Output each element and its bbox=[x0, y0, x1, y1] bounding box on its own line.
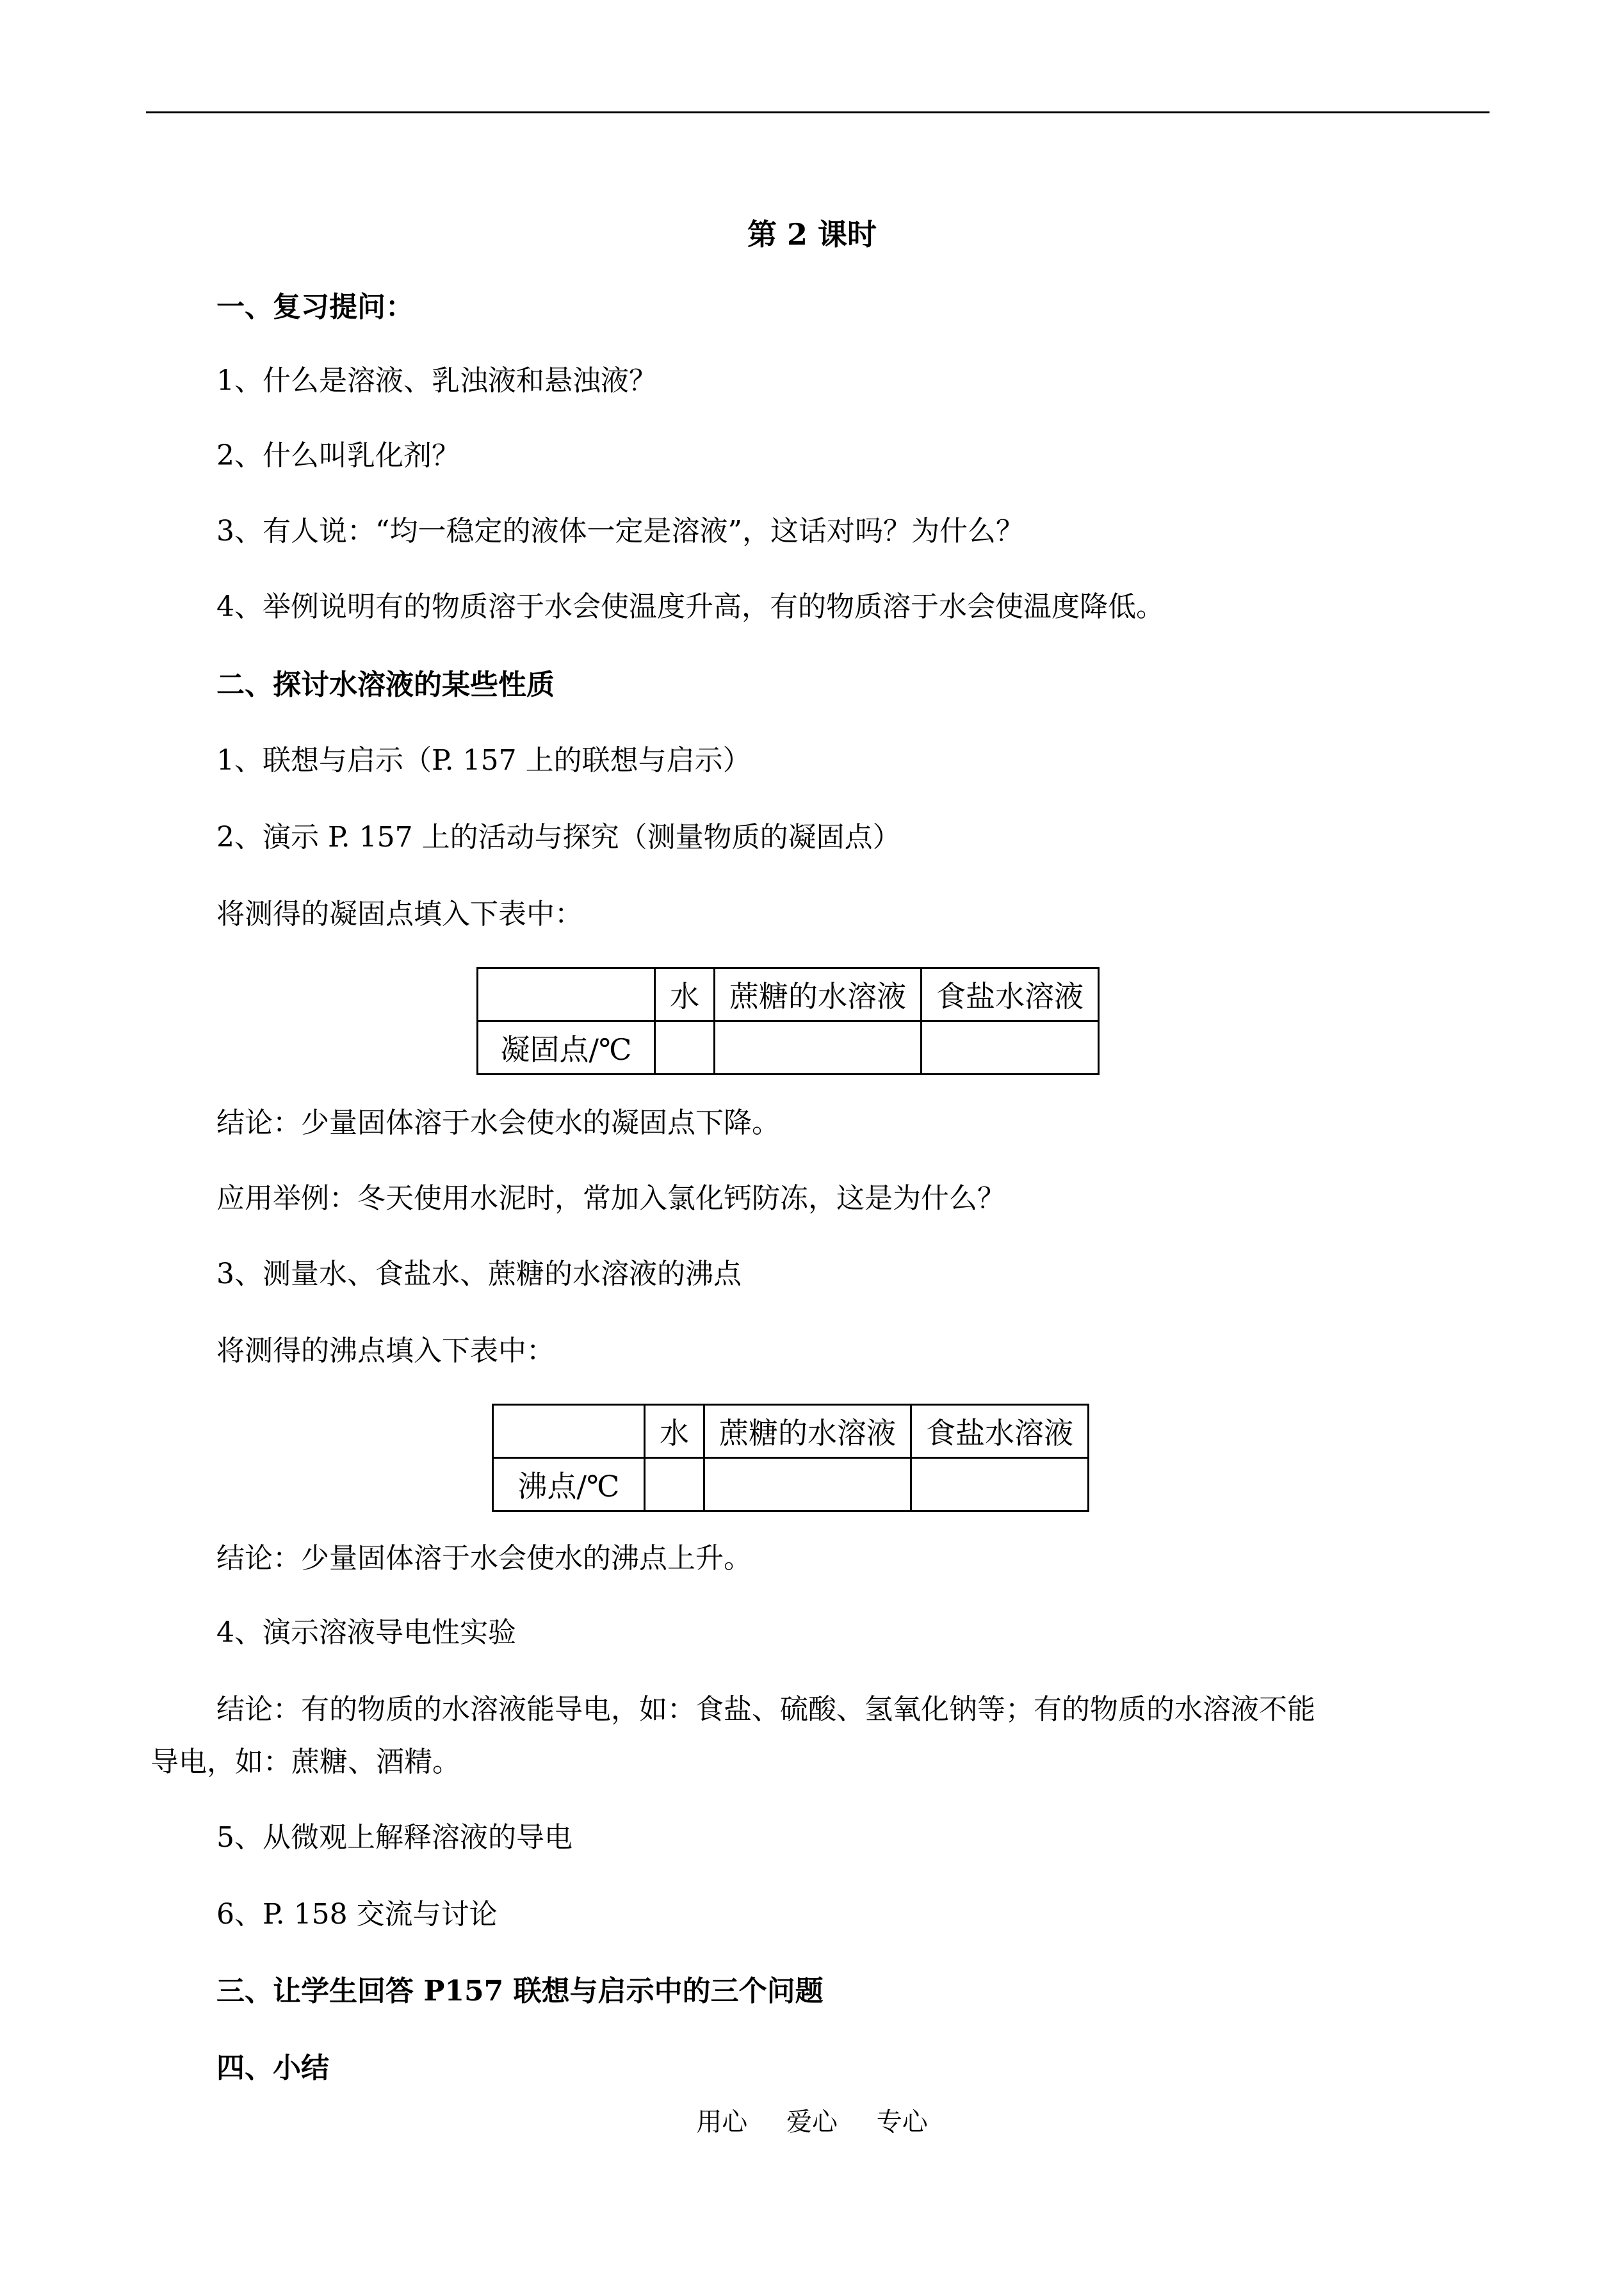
boiling-point-table bbox=[492, 1404, 1089, 1512]
item-1: 1、联想与启示（P. 157 上的联想与启示） bbox=[216, 744, 751, 777]
table-header-cell bbox=[478, 968, 655, 1021]
footer-text: 爱心 bbox=[786, 2107, 838, 2137]
application-example: 应用举例：冬天使用水泥时，常加入氯化钙防冻，这是为什么？ bbox=[216, 1182, 1005, 1215]
table-header-cell: 食盐水溶液 bbox=[911, 1405, 1089, 1458]
item-2: 2、演示 P. 157 上的活动与探究（测量物质的凝固点） bbox=[216, 821, 901, 854]
table-cell bbox=[922, 1021, 1099, 1075]
conclusion-boiling: 结论：少量固体溶于水会使水的沸点上升。 bbox=[216, 1542, 752, 1575]
conclusion-conductivity-cont: 导电，如：蔗糖、酒精。 bbox=[150, 1746, 460, 1778]
table-cell bbox=[645, 1458, 704, 1511]
table-row-label: 沸点/℃ bbox=[493, 1458, 645, 1511]
table-header-cell: 蔗糖的水溶液 bbox=[715, 968, 922, 1021]
footer-text: 用心 bbox=[696, 2107, 748, 2137]
page-title: 第 2 课时 bbox=[747, 217, 877, 252]
table2-instruction: 将测得的沸点填入下表中： bbox=[216, 1334, 555, 1367]
table-row-label: 凝固点/℃ bbox=[478, 1021, 655, 1075]
table1-instruction: 将测得的凝固点填入下表中： bbox=[216, 898, 583, 930]
table-header-cell: 水 bbox=[655, 968, 715, 1021]
conclusion-freezing: 结论：少量固体溶于水会使水的凝固点下降。 bbox=[216, 1107, 780, 1139]
table-cell bbox=[911, 1458, 1089, 1511]
question-1: 1、什么是溶液、乳浊液和悬浊液？ bbox=[216, 364, 657, 397]
table-row bbox=[478, 1021, 1099, 1075]
header-rule bbox=[146, 111, 1490, 113]
table-row bbox=[493, 1405, 1089, 1458]
table-header-cell bbox=[493, 1405, 645, 1458]
page-footer bbox=[0, 2102, 1624, 2138]
freezing-point-table bbox=[476, 967, 1100, 1075]
question-4: 4、举例说明有的物质溶于水会使温度升高，有的物质溶于水会使温度降低。 bbox=[216, 590, 1164, 623]
table-row bbox=[493, 1458, 1089, 1511]
item-3: 3、测量水、食盐水、蔗糖的水溶液的沸点 bbox=[216, 1258, 742, 1290]
table-row bbox=[478, 968, 1099, 1021]
conclusion-conductivity: 结论：有的物质的水溶液能导电，如：食盐、硫酸、氢氧化钠等；有的物质的水溶液不能 bbox=[216, 1693, 1315, 1726]
table-header-cell: 蔗糖的水溶液 bbox=[704, 1405, 911, 1458]
section-heading-properties: 二、探讨水溶液的某些性质 bbox=[216, 669, 555, 701]
question-2: 2、什么叫乳化剂？ bbox=[216, 439, 460, 472]
section-heading-answer: 三、让学生回答 P157 联想与启示中的三个问题 bbox=[216, 1975, 824, 2007]
item-4: 4、演示溶液导电性实验 bbox=[216, 1616, 516, 1649]
item-5: 5、从微观上解释溶液的导电 bbox=[216, 1821, 572, 1854]
item-6: 6、P. 158 交流与讨论 bbox=[216, 1898, 498, 1931]
table-cell bbox=[715, 1021, 922, 1075]
footer-text: 专心 bbox=[876, 2107, 928, 2137]
section-heading-review: 一、复习提问： bbox=[216, 291, 414, 323]
table-cell bbox=[704, 1458, 911, 1511]
section-heading-summary: 四、小结 bbox=[216, 2052, 329, 2084]
table-header-cell: 水 bbox=[645, 1405, 704, 1458]
question-3: 3、有人说：“均一稳定的液体一定是溶液”，这话对吗？为什么？ bbox=[216, 515, 1024, 547]
table-cell bbox=[655, 1021, 715, 1075]
table-header-cell: 食盐水溶液 bbox=[922, 968, 1099, 1021]
